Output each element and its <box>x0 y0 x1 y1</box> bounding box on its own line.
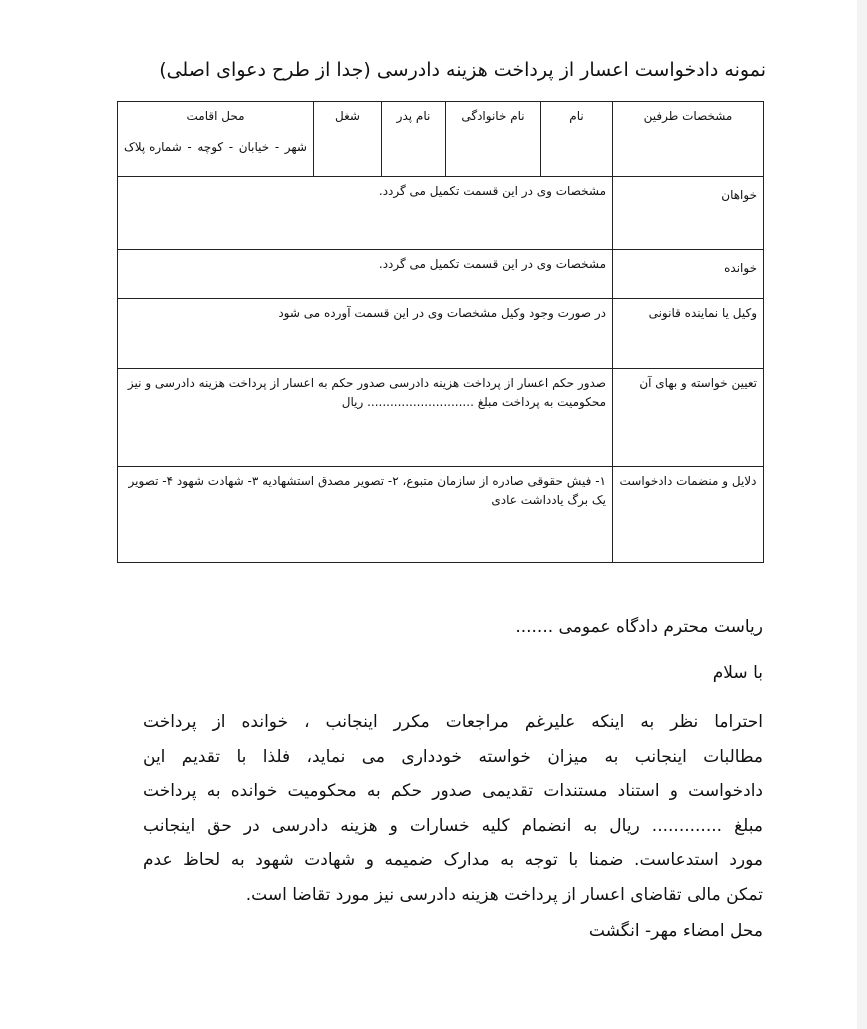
residence-title: محل اقامت <box>186 109 245 123</box>
signature-place: محل امضاء مهر- انگشت <box>588 921 763 941</box>
letter-addressee: ریاست محترم دادگاه عمومی ....... <box>515 617 763 637</box>
row-label-plaintiff: خواهان <box>613 177 764 250</box>
row-label-defendant: خوانده <box>613 250 764 299</box>
row-label-evidence: دلایل و منضمات دادخواست <box>613 467 764 563</box>
table-row-defendant <box>118 250 764 299</box>
row-label-claim: تعیین خواسته و بهای آن <box>613 369 764 467</box>
residence-city: شهر <box>284 140 307 154</box>
letter-body-line: مورد استدعاست. ضمنا با توجه به مدارک ضمیمه و شهادت شهود به لحاظ عدم <box>143 850 763 870</box>
residence-plate: شماره پلاک <box>124 140 182 154</box>
letter-body-line: مطالبات اینجانب به میزان خواسته خودداری می نماید، فلذا با تقدیم این <box>143 746 763 767</box>
header-father-name: نام پدر <box>382 102 446 177</box>
header-last-name: نام خانوادگی <box>446 102 541 177</box>
row-content-defendant: مشخصات وی در این قسمت تکمیل می گردد. <box>118 250 613 299</box>
header-residence <box>118 102 314 177</box>
table-row-attorney <box>118 299 764 369</box>
petition-form-table <box>117 101 764 563</box>
letter-body-line: احتراما نظر به اینکه علیرغم مراجعات مکرر اینجانب ، خوانده از پرداخت <box>143 712 763 732</box>
header-job: شغل <box>314 102 382 177</box>
header-parties: مشخصات طرفین <box>613 102 764 177</box>
row-content-evidence: ۱- فیش حقوقی صادره از سازمان متبوع، ۲- تصویر مصدق استشهادیه ۳- شهادت شهود ۴- تصویر یک برگ یادداشت عادی <box>118 467 613 563</box>
residence-street: خیابان <box>238 140 270 154</box>
residence-subfields: شهر - خیابان - کوچه - شماره پلاک <box>124 138 307 157</box>
page-edge <box>857 0 867 1029</box>
header-first-name: نام <box>541 102 613 177</box>
letter-body-line: مبلغ ............. ریال به انضمام کلیه خسارات و هزینه دادرسی در حق اینجانب <box>143 815 763 836</box>
row-content-plaintiff: مشخصات وی در این قسمت تکمیل می گردد. <box>118 177 613 250</box>
row-label-attorney: وکیل یا نماینده قانونی <box>613 299 764 369</box>
document-title: نمونه دادخواست اعسار از پرداخت هزینه دادرسی (جدا از طرح دعوای اصلی) <box>159 59 766 81</box>
letter-greeting: با سلام <box>712 663 763 683</box>
table-row-claim <box>118 369 764 467</box>
letter-body-line: تمکن مالی تقاضای اعسار از پرداخت هزینه دادرسی نیز مورد تقاضا است. <box>245 884 763 905</box>
letter-body <box>143 705 763 912</box>
table-header-row <box>118 102 764 177</box>
row-content-attorney: در صورت وجود وکیل مشخصات وی در این قسمت آورده می شود <box>118 299 613 369</box>
residence-alley: کوچه <box>197 140 224 154</box>
letter-body-line: دادخواست و استناد مستندات تقدیمی صدور حکم به محکومیت خوانده به پرداخت <box>143 781 763 801</box>
row-content-claim: صدور حکم اعسار از پرداخت هزینه دادرسی صدور حکم به اعسار از پرداخت هزینه دادرسی و نیز محکومیت به پرداخت مبلغ ............................ ریال <box>118 369 613 467</box>
table-row-evidence <box>118 467 764 563</box>
table-row-plaintiff <box>118 177 764 250</box>
